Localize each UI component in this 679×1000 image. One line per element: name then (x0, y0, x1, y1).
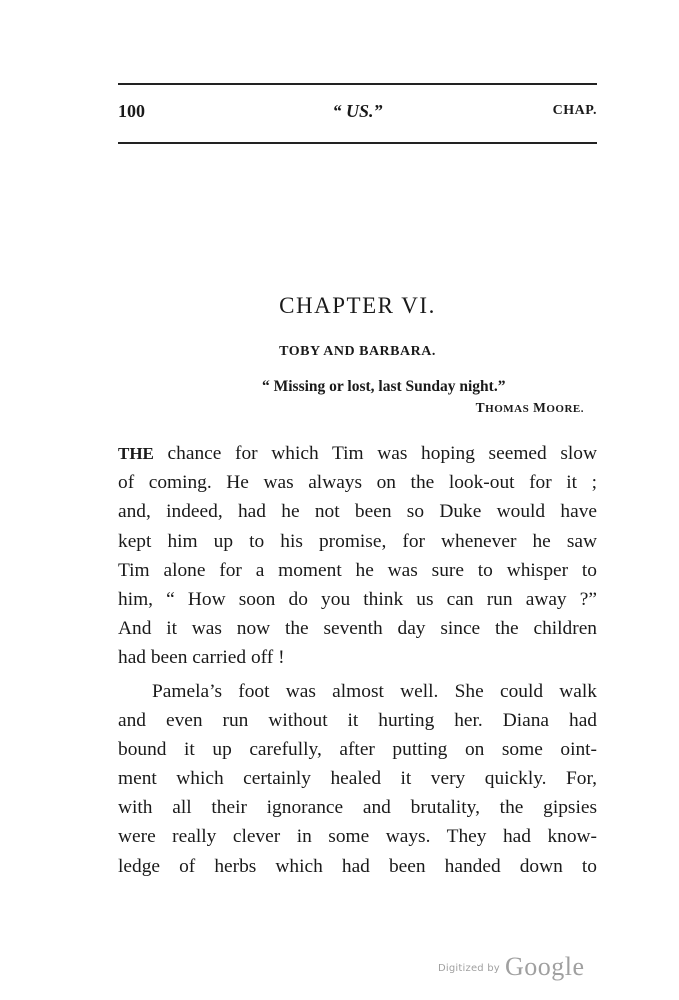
body-line: and even run without it hurting her. Diana had (118, 709, 597, 731)
body-line: Tim alone for a moment he was sure to whisper to (118, 559, 597, 581)
header-rule-bottom (118, 142, 597, 144)
chapter-subtitle: TOBY AND BARBARA. (279, 344, 436, 359)
page-number: 100 (118, 101, 145, 121)
body-line: THE chance for which Tim was hoping seemed slow (118, 443, 597, 464)
body-line: bound it up carefully, after putting on some oint- (118, 738, 597, 760)
author-rest-2: OORE. (546, 403, 584, 415)
body-line: And it was now the seventh day since the children (118, 618, 597, 640)
chapter-heading: CHAPTER VI. (279, 293, 436, 318)
body-line: kept him up to his promise, for whenever he saw (118, 530, 597, 552)
watermark-google-logo: Google (505, 952, 585, 981)
author-rest-1: HOMAS (485, 403, 530, 415)
running-title: “ US.” (332, 101, 383, 121)
epigraph-author (476, 400, 584, 416)
body-line: ledge of herbs which had been handed down to (118, 855, 597, 877)
body-line: were really clever in some ways. They had know- (118, 826, 597, 848)
body-line: had been carried off ! (118, 647, 285, 669)
running-chapter-label: CHAP. (552, 103, 597, 118)
author-initial-2: M (533, 400, 547, 415)
body-line: ment which certainly healed it very quickly. For, (118, 768, 597, 790)
epigraph-quote: “ Missing or lost, last Sunday night.” (262, 378, 506, 395)
body-line: of coming. He was always on the look-out for it ; (118, 472, 597, 494)
body-line: him, “ How soon do you think us can run away ?” (118, 588, 597, 610)
body-line: and, indeed, had he not been so Duke would have (118, 501, 597, 523)
body-text (118, 439, 597, 881)
running-head (118, 101, 597, 125)
body-line: with all their ignorance and brutality, the gipsies (118, 797, 597, 819)
opening-word: THE (118, 444, 154, 463)
author-initial-1: T (475, 400, 486, 415)
header-rule-top (118, 83, 597, 85)
body-line: Pamela’s foot was almost well. She could walk (152, 680, 597, 702)
watermark-small-text: Digitized by (438, 963, 500, 974)
digitization-watermark (438, 952, 585, 982)
